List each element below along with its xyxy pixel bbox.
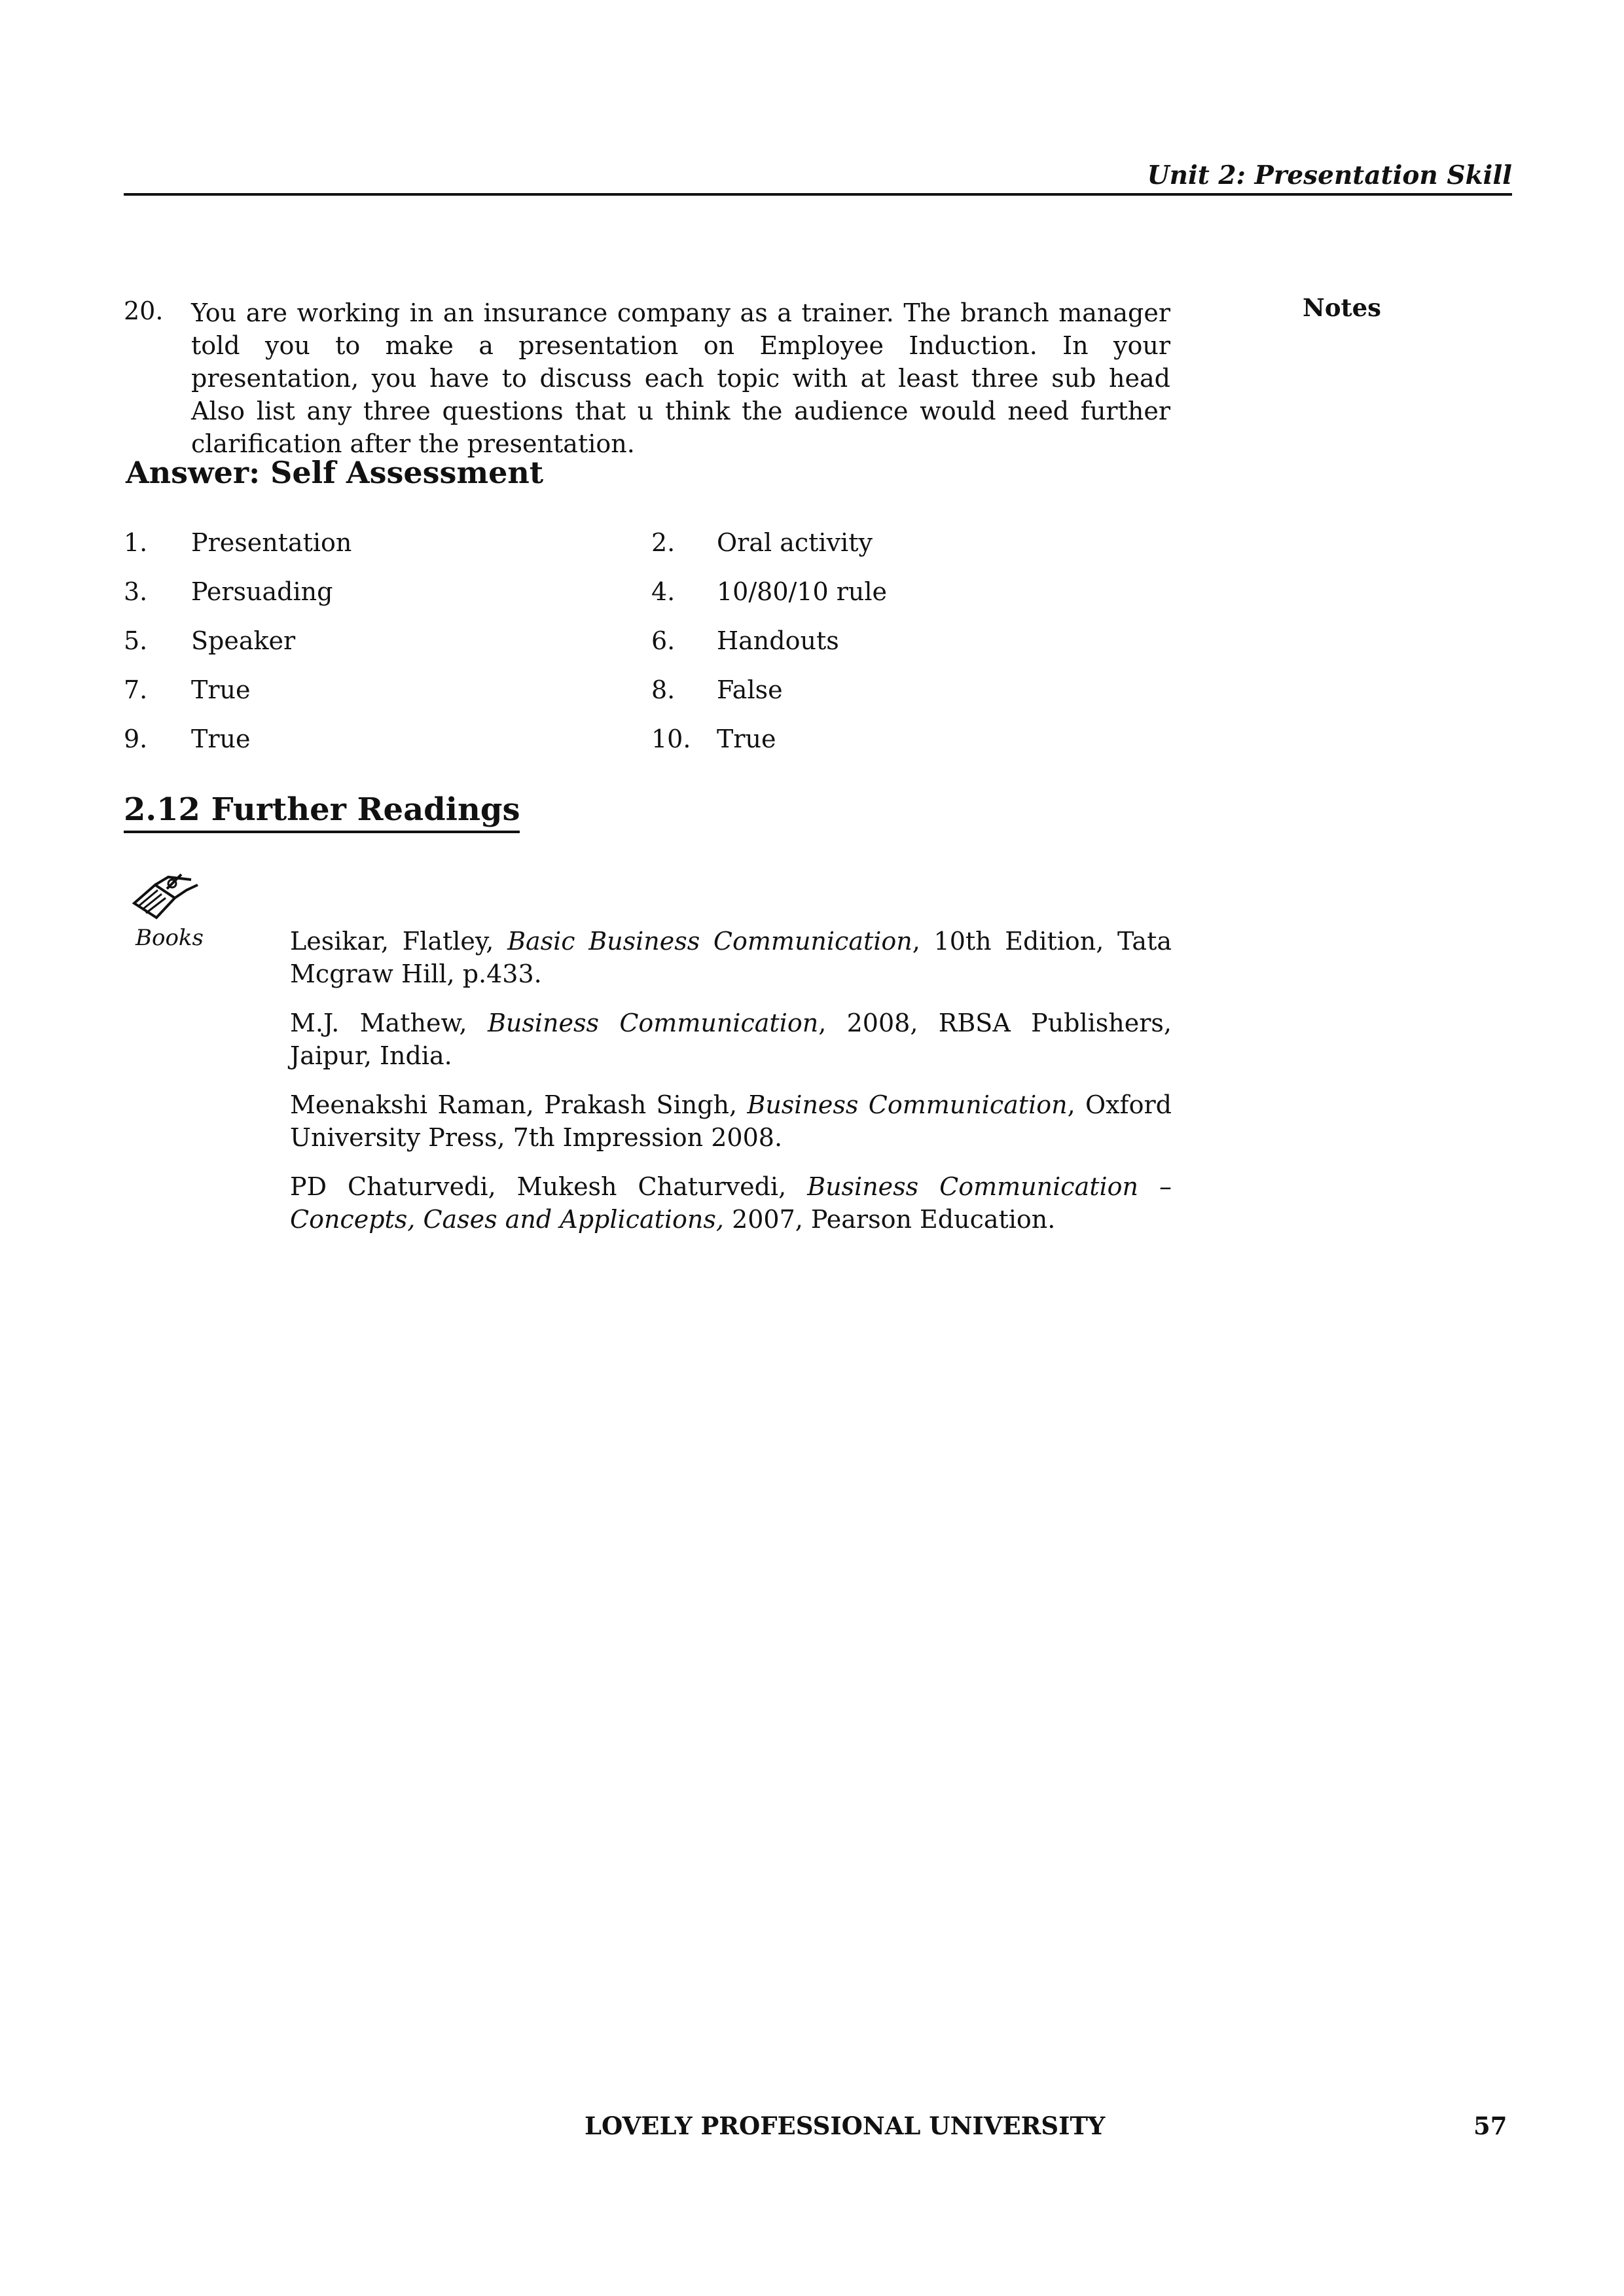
books-icon <box>129 870 204 929</box>
answer-value: True <box>717 725 776 753</box>
reference-item: Lesikar, Flatley, Basic Business Communication, 10th Edition, Tata Mcgraw Hill, p.433. <box>290 927 1172 988</box>
answer-value: True <box>191 675 251 704</box>
question-text: You are working in an insurance company as a trainer. The branch manager told you to make a presentation on Employee Induction. In your presentation, you have to discuss each topic with at least three sub head Also list any three questions that u think the audience would need further clarification after the presentation. <box>191 298 1170 458</box>
answer-number: 1. <box>124 528 148 557</box>
reference-item: Meenakshi Raman, Prakash Singh, Business Communication, Oxford University Press, 7th Impression 2008. <box>290 1090 1172 1152</box>
answer-value: Presentation <box>191 528 352 557</box>
question-number: 20. <box>124 296 164 325</box>
answer-value: Handouts <box>717 626 839 655</box>
answer-number: 3. <box>124 577 148 606</box>
answer-value: Speaker <box>191 626 296 655</box>
answer-number: 9. <box>124 725 148 753</box>
answer-number: 10. <box>651 725 691 753</box>
reference-item: M.J. Mathew, Business Communication, 2008, RBSA Publishers, Jaipur, India. <box>290 1009 1172 1070</box>
answers-heading: Answer: Self Assessment <box>126 455 544 490</box>
answer-value: True <box>191 725 251 753</box>
reference-item: PD Chaturvedi, Mukesh Chaturvedi, Business Communication – Concepts, Cases and Applications, 2007, Pearson Education. <box>290 1172 1172 1234</box>
footer-university: LOVELY PROFESSIONAL UNIVERSITY <box>585 2111 1106 2140</box>
answer-number: 6. <box>651 626 676 655</box>
books-label: Books <box>135 925 204 951</box>
running-header: Unit 2: Presentation Skill <box>1147 160 1512 190</box>
answer-number: 5. <box>124 626 148 655</box>
reference-list <box>290 925 1172 1252</box>
answer-value: Oral activity <box>717 528 873 557</box>
answer-value: Persuading <box>191 577 333 606</box>
notes-margin-label: Notes <box>1303 293 1381 322</box>
answer-number: 2. <box>651 528 676 557</box>
page-number: 57 <box>1473 2111 1507 2140</box>
answer-number: 8. <box>651 675 676 704</box>
answer-value: 10/80/10 rule <box>717 577 888 606</box>
header-rule <box>124 193 1512 196</box>
answer-number: 7. <box>124 675 148 704</box>
answer-value: False <box>717 675 783 704</box>
section-heading: 2.12 Further Readings <box>124 790 520 833</box>
answer-number: 4. <box>651 577 676 606</box>
